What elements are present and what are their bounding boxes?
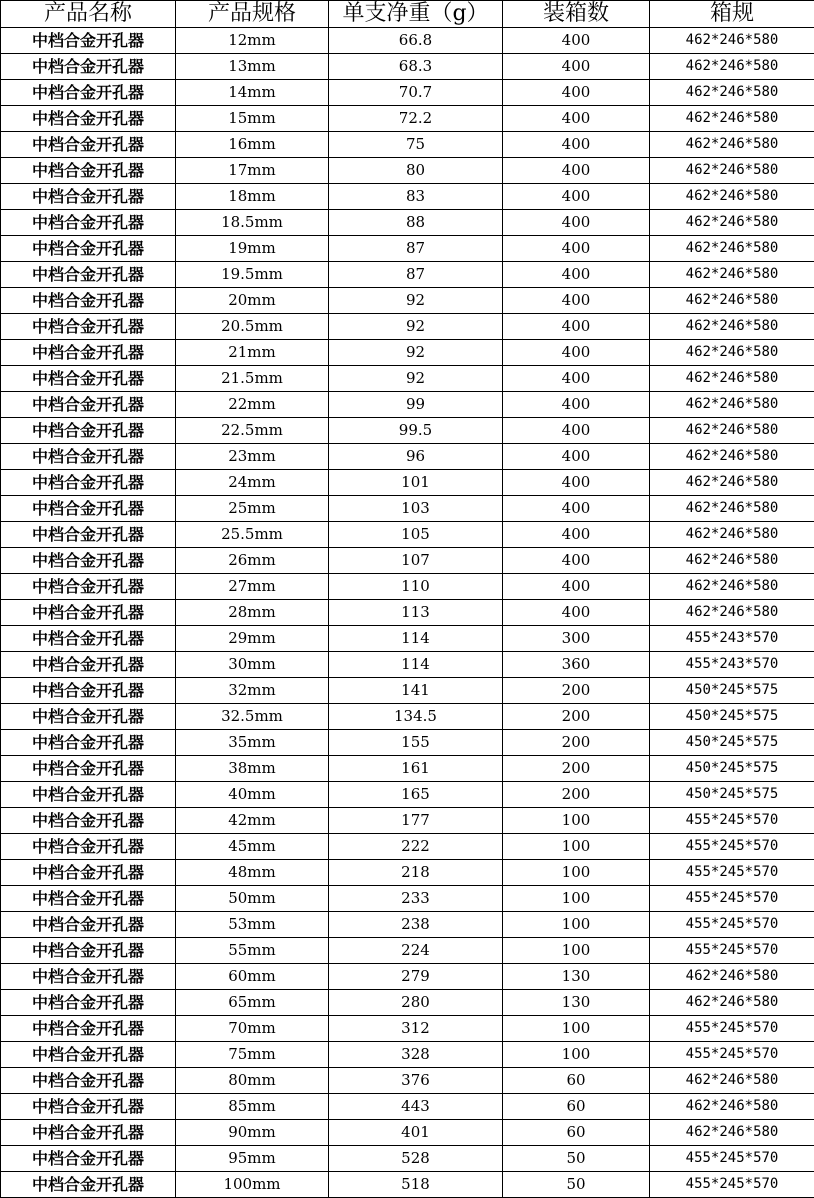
table-row [1, 626, 814, 652]
cell-product-name: 中档合金开孔器 [1, 626, 176, 652]
cell-box-size: 450*245*575 [650, 782, 814, 808]
cell-box-size: 462*246*580 [650, 288, 814, 314]
cell-unit-weight: 279 [329, 964, 503, 990]
cell-product-name: 中档合金开孔器 [1, 1016, 176, 1042]
cell-unit-weight: 155 [329, 730, 503, 756]
cell-box-quantity: 100 [503, 886, 650, 912]
cell-box-size: 462*246*580 [650, 990, 814, 1016]
cell-product-spec: 95mm [176, 1146, 329, 1172]
cell-product-spec: 16mm [176, 132, 329, 158]
header-box-quantity: 装箱数 [503, 1, 650, 28]
cell-box-size: 455*245*570 [650, 938, 814, 964]
cell-unit-weight: 113 [329, 600, 503, 626]
table-row [1, 704, 814, 730]
table-row [1, 652, 814, 678]
cell-unit-weight: 83 [329, 184, 503, 210]
cell-product-name: 中档合金开孔器 [1, 28, 176, 54]
cell-unit-weight: 105 [329, 522, 503, 548]
cell-product-spec: 30mm [176, 652, 329, 678]
cell-product-name: 中档合金开孔器 [1, 548, 176, 574]
cell-product-spec: 13mm [176, 54, 329, 80]
cell-product-spec: 29mm [176, 626, 329, 652]
cell-unit-weight: 68.3 [329, 54, 503, 80]
cell-product-spec: 25.5mm [176, 522, 329, 548]
cell-unit-weight: 134.5 [329, 704, 503, 730]
cell-box-size: 462*246*580 [650, 184, 814, 210]
cell-box-size: 455*245*570 [650, 886, 814, 912]
cell-box-size: 462*246*580 [650, 522, 814, 548]
table-row [1, 912, 814, 938]
cell-box-size: 455*245*570 [650, 860, 814, 886]
cell-box-size: 462*246*580 [650, 106, 814, 132]
cell-product-name: 中档合金开孔器 [1, 860, 176, 886]
cell-box-quantity: 400 [503, 392, 650, 418]
cell-box-size: 462*246*580 [650, 158, 814, 184]
cell-unit-weight: 72.2 [329, 106, 503, 132]
cell-product-name: 中档合金开孔器 [1, 1042, 176, 1068]
cell-unit-weight: 224 [329, 938, 503, 964]
cell-product-name: 中档合金开孔器 [1, 392, 176, 418]
cell-product-spec: 18mm [176, 184, 329, 210]
table-row [1, 522, 814, 548]
cell-product-spec: 40mm [176, 782, 329, 808]
cell-box-quantity: 100 [503, 938, 650, 964]
table-row [1, 964, 814, 990]
cell-box-size: 450*245*575 [650, 704, 814, 730]
cell-product-name: 中档合金开孔器 [1, 1094, 176, 1120]
cell-box-size: 455*245*570 [650, 834, 814, 860]
cell-box-size: 462*246*580 [650, 1094, 814, 1120]
cell-box-quantity: 400 [503, 314, 650, 340]
table-row [1, 990, 814, 1016]
cell-product-spec: 12mm [176, 28, 329, 54]
cell-product-name: 中档合金开孔器 [1, 366, 176, 392]
cell-unit-weight: 528 [329, 1146, 503, 1172]
cell-box-quantity: 200 [503, 730, 650, 756]
table-row [1, 418, 814, 444]
cell-product-spec: 20mm [176, 288, 329, 314]
cell-product-name: 中档合金开孔器 [1, 1172, 176, 1198]
cell-product-spec: 22mm [176, 392, 329, 418]
cell-box-size: 462*246*580 [650, 236, 814, 262]
cell-product-spec: 90mm [176, 1120, 329, 1146]
cell-box-size: 462*246*580 [650, 600, 814, 626]
header-unit-weight: 单支净重（g） [329, 1, 503, 28]
cell-box-size: 462*246*580 [650, 418, 814, 444]
cell-box-size: 450*245*575 [650, 678, 814, 704]
cell-box-quantity: 400 [503, 262, 650, 288]
cell-product-name: 中档合金开孔器 [1, 132, 176, 158]
cell-product-name: 中档合金开孔器 [1, 990, 176, 1016]
cell-product-name: 中档合金开孔器 [1, 886, 176, 912]
cell-product-spec: 24mm [176, 470, 329, 496]
table-row [1, 106, 814, 132]
cell-product-name: 中档合金开孔器 [1, 652, 176, 678]
cell-box-quantity: 400 [503, 158, 650, 184]
cell-product-spec: 80mm [176, 1068, 329, 1094]
cell-product-name: 中档合金开孔器 [1, 678, 176, 704]
header-box-size: 箱规 [650, 1, 814, 28]
cell-product-name: 中档合金开孔器 [1, 158, 176, 184]
cell-box-size: 462*246*580 [650, 1120, 814, 1146]
cell-product-spec: 85mm [176, 1094, 329, 1120]
cell-product-name: 中档合金开孔器 [1, 236, 176, 262]
cell-product-spec: 53mm [176, 912, 329, 938]
cell-unit-weight: 92 [329, 366, 503, 392]
cell-unit-weight: 280 [329, 990, 503, 1016]
cell-product-name: 中档合金开孔器 [1, 782, 176, 808]
cell-box-quantity: 400 [503, 210, 650, 236]
table-row [1, 678, 814, 704]
cell-unit-weight: 233 [329, 886, 503, 912]
cell-product-spec: 25mm [176, 496, 329, 522]
cell-unit-weight: 161 [329, 756, 503, 782]
cell-product-spec: 48mm [176, 860, 329, 886]
cell-box-size: 462*246*580 [650, 132, 814, 158]
cell-product-spec: 38mm [176, 756, 329, 782]
cell-box-quantity: 400 [503, 496, 650, 522]
cell-unit-weight: 87 [329, 262, 503, 288]
cell-product-spec: 32.5mm [176, 704, 329, 730]
cell-box-size: 462*246*580 [650, 262, 814, 288]
cell-product-name: 中档合金开孔器 [1, 418, 176, 444]
cell-product-spec: 55mm [176, 938, 329, 964]
cell-box-quantity: 400 [503, 470, 650, 496]
cell-product-name: 中档合金开孔器 [1, 1146, 176, 1172]
cell-box-size: 455*243*570 [650, 626, 814, 652]
cell-unit-weight: 88 [329, 210, 503, 236]
cell-product-name: 中档合金开孔器 [1, 470, 176, 496]
cell-box-size: 462*246*580 [650, 366, 814, 392]
cell-product-name: 中档合金开孔器 [1, 496, 176, 522]
cell-box-quantity: 400 [503, 28, 650, 54]
table-row [1, 782, 814, 808]
table-row [1, 1068, 814, 1094]
cell-box-quantity: 400 [503, 340, 650, 366]
table-row [1, 1120, 814, 1146]
cell-product-spec: 75mm [176, 1042, 329, 1068]
cell-box-quantity: 400 [503, 522, 650, 548]
cell-box-quantity: 200 [503, 704, 650, 730]
cell-box-size: 450*245*575 [650, 730, 814, 756]
table-row [1, 210, 814, 236]
cell-product-spec: 27mm [176, 574, 329, 600]
cell-box-size: 462*246*580 [650, 1068, 814, 1094]
cell-product-spec: 32mm [176, 678, 329, 704]
cell-product-name: 中档合金开孔器 [1, 288, 176, 314]
cell-product-spec: 50mm [176, 886, 329, 912]
cell-box-quantity: 200 [503, 678, 650, 704]
header-product-spec: 产品规格 [176, 1, 329, 28]
cell-product-name: 中档合金开孔器 [1, 1120, 176, 1146]
table-row [1, 808, 814, 834]
cell-box-quantity: 400 [503, 574, 650, 600]
cell-box-size: 455*245*570 [650, 1016, 814, 1042]
table-row [1, 574, 814, 600]
cell-product-spec: 60mm [176, 964, 329, 990]
cell-box-quantity: 200 [503, 756, 650, 782]
cell-unit-weight: 101 [329, 470, 503, 496]
cell-box-quantity: 400 [503, 80, 650, 106]
table-row [1, 1042, 814, 1068]
cell-product-name: 中档合金开孔器 [1, 106, 176, 132]
cell-box-size: 462*246*580 [650, 574, 814, 600]
cell-unit-weight: 99.5 [329, 418, 503, 444]
table-row [1, 314, 814, 340]
cell-box-quantity: 50 [503, 1172, 650, 1198]
cell-product-spec: 100mm [176, 1172, 329, 1198]
cell-box-size: 462*246*580 [650, 54, 814, 80]
cell-box-quantity: 130 [503, 964, 650, 990]
cell-product-name: 中档合金开孔器 [1, 80, 176, 106]
cell-unit-weight: 114 [329, 626, 503, 652]
cell-box-quantity: 400 [503, 132, 650, 158]
table-row [1, 366, 814, 392]
cell-unit-weight: 376 [329, 1068, 503, 1094]
table-row [1, 600, 814, 626]
cell-box-size: 455*245*570 [650, 1042, 814, 1068]
cell-unit-weight: 66.8 [329, 28, 503, 54]
cell-box-quantity: 100 [503, 1016, 650, 1042]
cell-product-name: 中档合金开孔器 [1, 912, 176, 938]
cell-box-quantity: 130 [503, 990, 650, 1016]
cell-box-quantity: 400 [503, 548, 650, 574]
cell-box-quantity: 50 [503, 1146, 650, 1172]
cell-product-name: 中档合金开孔器 [1, 756, 176, 782]
cell-unit-weight: 80 [329, 158, 503, 184]
header-product-name: 产品名称 [1, 1, 176, 28]
cell-product-spec: 42mm [176, 808, 329, 834]
cell-product-name: 中档合金开孔器 [1, 210, 176, 236]
table-row [1, 444, 814, 470]
cell-product-name: 中档合金开孔器 [1, 262, 176, 288]
table-row [1, 548, 814, 574]
cell-box-quantity: 60 [503, 1094, 650, 1120]
cell-unit-weight: 141 [329, 678, 503, 704]
cell-product-name: 中档合金开孔器 [1, 808, 176, 834]
table-row [1, 80, 814, 106]
table-row [1, 756, 814, 782]
table-row [1, 1146, 814, 1172]
cell-unit-weight: 518 [329, 1172, 503, 1198]
cell-unit-weight: 92 [329, 340, 503, 366]
cell-product-spec: 20.5mm [176, 314, 329, 340]
cell-product-spec: 65mm [176, 990, 329, 1016]
cell-unit-weight: 99 [329, 392, 503, 418]
cell-box-quantity: 360 [503, 652, 650, 678]
table-row [1, 496, 814, 522]
cell-product-name: 中档合金开孔器 [1, 704, 176, 730]
cell-box-quantity: 400 [503, 444, 650, 470]
table-row [1, 1016, 814, 1042]
cell-box-size: 462*246*580 [650, 496, 814, 522]
cell-product-spec: 19mm [176, 236, 329, 262]
table-row [1, 158, 814, 184]
cell-unit-weight: 92 [329, 314, 503, 340]
cell-box-quantity: 400 [503, 600, 650, 626]
cell-box-quantity: 100 [503, 1042, 650, 1068]
cell-box-size: 462*246*580 [650, 314, 814, 340]
table-row [1, 886, 814, 912]
cell-box-quantity: 100 [503, 808, 650, 834]
cell-box-quantity: 400 [503, 184, 650, 210]
table-row [1, 1172, 814, 1198]
cell-product-name: 中档合金开孔器 [1, 600, 176, 626]
cell-unit-weight: 75 [329, 132, 503, 158]
cell-box-size: 455*245*570 [650, 912, 814, 938]
table-header [1, 1, 814, 28]
cell-box-quantity: 400 [503, 288, 650, 314]
cell-unit-weight: 70.7 [329, 80, 503, 106]
cell-product-spec: 22.5mm [176, 418, 329, 444]
table-row [1, 392, 814, 418]
cell-product-spec: 35mm [176, 730, 329, 756]
table-row [1, 860, 814, 886]
cell-product-spec: 70mm [176, 1016, 329, 1042]
cell-box-quantity: 400 [503, 236, 650, 262]
table-row [1, 54, 814, 80]
cell-unit-weight: 96 [329, 444, 503, 470]
cell-box-quantity: 400 [503, 418, 650, 444]
table-row [1, 262, 814, 288]
cell-unit-weight: 443 [329, 1094, 503, 1120]
table-row [1, 340, 814, 366]
cell-box-quantity: 100 [503, 912, 650, 938]
cell-product-name: 中档合金开孔器 [1, 730, 176, 756]
cell-product-name: 中档合金开孔器 [1, 834, 176, 860]
cell-product-spec: 26mm [176, 548, 329, 574]
cell-unit-weight: 222 [329, 834, 503, 860]
cell-unit-weight: 401 [329, 1120, 503, 1146]
cell-product-name: 中档合金开孔器 [1, 340, 176, 366]
cell-box-quantity: 300 [503, 626, 650, 652]
cell-box-size: 455*245*570 [650, 808, 814, 834]
cell-product-name: 中档合金开孔器 [1, 54, 176, 80]
cell-unit-weight: 87 [329, 236, 503, 262]
cell-box-size: 455*245*570 [650, 1146, 814, 1172]
cell-box-size: 450*245*575 [650, 756, 814, 782]
cell-product-spec: 17mm [176, 158, 329, 184]
cell-box-size: 462*246*580 [650, 80, 814, 106]
cell-product-spec: 18.5mm [176, 210, 329, 236]
cell-product-spec: 14mm [176, 80, 329, 106]
cell-unit-weight: 238 [329, 912, 503, 938]
cell-unit-weight: 312 [329, 1016, 503, 1042]
cell-unit-weight: 218 [329, 860, 503, 886]
cell-product-spec: 23mm [176, 444, 329, 470]
cell-product-spec: 28mm [176, 600, 329, 626]
cell-product-spec: 45mm [176, 834, 329, 860]
cell-unit-weight: 177 [329, 808, 503, 834]
cell-box-size: 462*246*580 [650, 444, 814, 470]
cell-unit-weight: 328 [329, 1042, 503, 1068]
cell-box-quantity: 60 [503, 1068, 650, 1094]
table-row [1, 28, 814, 54]
table-row [1, 236, 814, 262]
cell-box-quantity: 100 [503, 834, 650, 860]
cell-unit-weight: 114 [329, 652, 503, 678]
table-row [1, 938, 814, 964]
cell-unit-weight: 92 [329, 288, 503, 314]
cell-unit-weight: 103 [329, 496, 503, 522]
table-row [1, 1094, 814, 1120]
table-row [1, 730, 814, 756]
table-row [1, 132, 814, 158]
cell-box-size: 462*246*580 [650, 392, 814, 418]
cell-product-spec: 15mm [176, 106, 329, 132]
cell-box-size: 462*246*580 [650, 964, 814, 990]
cell-product-spec: 19.5mm [176, 262, 329, 288]
cell-box-size: 462*246*580 [650, 548, 814, 574]
cell-product-spec: 21mm [176, 340, 329, 366]
cell-product-name: 中档合金开孔器 [1, 522, 176, 548]
cell-box-size: 462*246*580 [650, 470, 814, 496]
cell-unit-weight: 107 [329, 548, 503, 574]
table-row [1, 288, 814, 314]
cell-product-spec: 21.5mm [176, 366, 329, 392]
table-row [1, 184, 814, 210]
cell-box-quantity: 400 [503, 366, 650, 392]
cell-box-size: 462*246*580 [650, 340, 814, 366]
table-body [1, 28, 814, 1198]
cell-product-name: 中档合金开孔器 [1, 574, 176, 600]
cell-box-size: 462*246*580 [650, 210, 814, 236]
cell-box-quantity: 400 [503, 106, 650, 132]
cell-product-name: 中档合金开孔器 [1, 938, 176, 964]
cell-box-quantity: 400 [503, 54, 650, 80]
cell-product-name: 中档合金开孔器 [1, 964, 176, 990]
header-row [1, 1, 814, 28]
cell-product-name: 中档合金开孔器 [1, 444, 176, 470]
table-row [1, 834, 814, 860]
cell-unit-weight: 110 [329, 574, 503, 600]
cell-box-size: 455*245*570 [650, 1172, 814, 1198]
table-row [1, 470, 814, 496]
cell-box-quantity: 60 [503, 1120, 650, 1146]
cell-unit-weight: 165 [329, 782, 503, 808]
cell-product-name: 中档合金开孔器 [1, 184, 176, 210]
cell-box-quantity: 100 [503, 860, 650, 886]
cell-product-name: 中档合金开孔器 [1, 1068, 176, 1094]
cell-box-size: 462*246*580 [650, 28, 814, 54]
cell-box-quantity: 200 [503, 782, 650, 808]
cell-box-size: 455*243*570 [650, 652, 814, 678]
cell-product-name: 中档合金开孔器 [1, 314, 176, 340]
